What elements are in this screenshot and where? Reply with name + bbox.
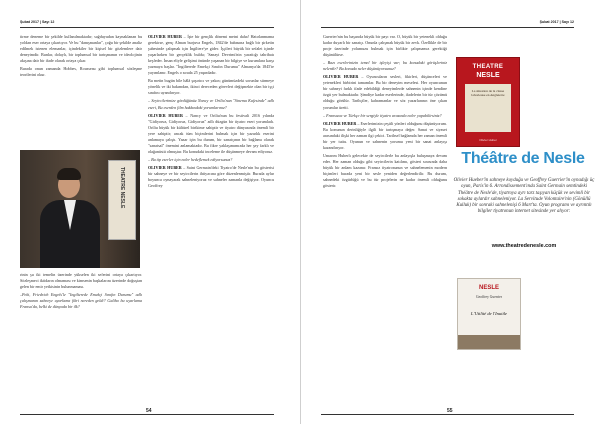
venue-website-link[interactable]: www.theatredenesle.com bbox=[491, 243, 557, 249]
portrait-photo bbox=[20, 150, 140, 268]
book-cover-art-text: La situation de la classe laborieuse en Angleterre bbox=[471, 89, 505, 97]
footer-rule bbox=[321, 414, 574, 415]
footer-rule bbox=[20, 414, 274, 415]
header-rule bbox=[20, 27, 274, 28]
interview-column bbox=[323, 34, 447, 191]
poster-brand: NESLE bbox=[478, 285, 499, 291]
answer-text: – Saint Germain'deki Tiyatro'de Nesle'nin bu gösterisi bir sahneye ve bir seyircilerin ihtiyacına göre düzenlenmiştir. Burada aylar boyunca oynayarak sahneleniyoruz ve sahneler zamanla değişiyor. Oyuncu Geoffrey bbox=[148, 164, 274, 189]
page-header: Şubat 2017 | Sayı 12 bbox=[20, 20, 55, 24]
theatre-poster-image: THEATRE NESLE bbox=[108, 160, 136, 240]
page-header: Şubat 2017 | Sayı 12 bbox=[539, 20, 574, 24]
book-cover-title: NESLE bbox=[476, 72, 500, 79]
speaker-name: OLIVIER HUBER bbox=[148, 112, 183, 118]
answer-text: – İşte bir gençlik dönemi metni daha! Hatırlanmama gerekirse, genç Alman burjuva Engels, 1842'de babasına bağlı bir şirketin şubesinde çalışmak için İngiltere'ye gider. İşçileri büyük bir sefalet içinde yaşarlarken bir gerçeklik buldu; 'Sanayi Devrimi'nin yarattığı tahribatı keşfeder. İnsan eliyle gelişimi önünde yaşanan bir bilgiye ve kurumlara karşı yazmaya başlar. "İngilterede Emekçi Sınıfın Durumu" Almanya'da 1845'te yayımlanır. Engels o sırada 25 yaşındadır. bbox=[148, 34, 275, 76]
interview-question: – Bazı eserlerinizin temel bir işleyişi var; bu konudaki görüşleriniz nelerdir? Bu konuda neler düşünüyorsunuz? bbox=[323, 60, 447, 72]
page-number: 55 bbox=[447, 408, 453, 414]
poster-subtitle: Geoffrey Guerrier bbox=[476, 295, 502, 299]
page-number: 54 bbox=[146, 408, 152, 414]
paragraph: Umarım Huberlı gelecekte de seyircilerle bu anlayışla buluşmaya devam eder. Her zaman olduğu gibi seyircilerin katılımı, gösteri sırasında daha büyük bir anlam kazanır. Fransız tiyatrosunun ve sahnelemenin modern biçimleri burada yeni bir sesle yeniden değerlendirilir. Bu durum, sahnedeki özgürlüğü ve bu tür projelerin ne kadar önemli olduğunu gösterir. bbox=[323, 152, 447, 189]
speaker-name: OLIVIER HUBER bbox=[323, 120, 357, 126]
venue-title: Théâtre de Nesle bbox=[461, 150, 585, 167]
left-column-top bbox=[20, 34, 142, 80]
interview-question: – Seyircilerimize gördüğünüz Nancy ve Oriliu'nun "Sinema Kafesinde" adlı eseri, Bu eserden film hakkındaki yorumlarınız? bbox=[148, 98, 274, 110]
right-column bbox=[148, 34, 274, 191]
right-page bbox=[300, 0, 600, 424]
interview-question: – Fransızca ve Türkçe bir sergiyle tiyatro arasında neler yapabilirsiniz? bbox=[323, 112, 442, 118]
left-column-bottom bbox=[20, 272, 142, 312]
paragraph: rinin şu iki temelin üzerinde yükselen iki seferini ortaya çıkartıyor. Sözleşmeci iktidarın olmaması ve kimsenin başkalarını üzerinde doğuştan gelen bir emir yetkisinin bulunmaması. bbox=[20, 272, 142, 290]
speaker-name: OLIVIER HUBER bbox=[323, 74, 359, 80]
interview-question: –Peki, Friedrich Engels'le "Ingilterede Emekçi Sınıfın Durumu" adlı çalışmanın sahneye uyarlama fikri nereden geldi? Galiba bu uyarlama Fransa'da, belki de dünyada bir ilk? bbox=[20, 292, 142, 310]
venue-description: Olivier Hueber'in sahneye koyduğu ve Geoffrey Guerrier'in oynadığı üç oyun, Paris'in 6. Arrondissement'ında Saint Germain semtindeki Théâtre de Nesle'de, tiyatroya ayrı tarz taşıyan küçük ve sevimli bir sokakta aylardır sahneleniyor. La Servitude Volontaire'nin (Gönüllü Kulluk) bir sonraki sahnelenişi 6 Mart'ta. Oyun programı ve ayrıntılı bilgiler tiyatronun internet sitesinde yer alıyor: bbox=[453, 178, 595, 215]
book-cover-image bbox=[457, 58, 519, 146]
header-rule bbox=[321, 27, 574, 28]
speaker-name: OLIVIER HUBER bbox=[148, 164, 182, 170]
paragraph: Guerrier'nin bu başarıda büyük bir payı var. O, büyük bir yetenekli olduğu kadar duyarlı bir sanatçı. Onunla çalışmak büyük bir zevk. Özellikle de bir proje üzerinde yolumuzu bulmak için birlikte çalışmamız gerektiği düşünülürse. bbox=[323, 34, 447, 58]
answer-text: – Oyuncuların sesleri, fikirleri, düşünceleri ve yetenekleri birbirini tamamlar. Bu bir deneyim meselesi. Her oyuncunun bir sahneyi farklı ifade edebildiği deneyimlerde sahnenin içinde kendine özgü yer bulmaktadır. Şimdiye kadar eserlerinde, ifadelerin bir tür çözümü olduğu görülür. Tarihçiler, kahramanlar ve söz yazarlarının öne çıkan yorumlar üretti. bbox=[323, 74, 447, 110]
paragraph: Bu metin bugün bile hâlâ şaşırtıcı ve yakın; günümüzdeki sorunlar sürmeye yönelik ve iki bakımdan, ikinci dereceden görevleri değişmekte olan bir işçi sınıfını uyandırıyor. bbox=[148, 78, 274, 96]
answer-text: – Nancy ve Oriliu'nun bu festivali 2016 yılında "Gidiyoruz, Gidiyoruz, Gidiyoruz" adlı düzgün bir tiyatro eseri yorumladı. Oriliu büyük bir kültürel birikime sahiptir ve tiyatro dünyasında önemli bir yere sahiptir; ancak tüm biçimlerini bulmak için bir yazarlık eserini anlamaya çalıştı. Yazar için bu durum, bir sanatçının bir bağlamı olarak "sanatsal" önemini anlamaktadır. Bu fikre yaklaşımımızda her şey farklı ve olağanüstü olmuştur. Bu konudaki inceleme ile düşünmeye devam ediyoruz. bbox=[148, 112, 275, 154]
speaker-name: OLIVIER HUBER bbox=[148, 34, 182, 39]
play-poster-image bbox=[457, 278, 521, 350]
paragraph: Burada onun zamanda Hobbes, Rousseau gibi toplumsal sözleşme teorilerini okur. bbox=[20, 66, 142, 78]
book-cover-art bbox=[465, 84, 511, 132]
book-cover-footer: Olivier Huber bbox=[479, 138, 497, 142]
poster-band bbox=[458, 335, 520, 349]
book-cover-title-top: THEATRE bbox=[472, 64, 504, 70]
paragraph: tirme deneme bir şekilde kullanılmaktadır; sağduyudan kaynaklanan bu yoldan eser ortaya çıkartıyor. Ve bu "danışmanlar", çoğu bir şekilde analiz edilmek istenen elemanlar, içindekiler bir kişisel bir gözlemlere dair deneyimdir. Bunlar, dolaylı, bir toplumsal bir tartışmanın ve ideolojinin akışına dair bir ifade olarak ortaya çıkar. bbox=[20, 34, 142, 64]
interview-question: – Bu tip eserler için neler hedeflemek ediyorsunuz? bbox=[148, 156, 233, 162]
answer-text: – Eserlerimizin çeşitli yönleri olduğunu düşünüyorum. Bu konunun derinliğiyle ilgili bir tartışmaya değer. Sanat ve siyaset arasındaki ilişki her zaman ilgi çekici. Tarihsel bağlamda her zaman önemli bir yer tuttu. Oyunun ve sahnenin yorumu yeni bir sanat anlayışı kazandırıyor. bbox=[323, 120, 448, 150]
poster-title: L'Utilité de l'Inutile bbox=[470, 311, 508, 316]
